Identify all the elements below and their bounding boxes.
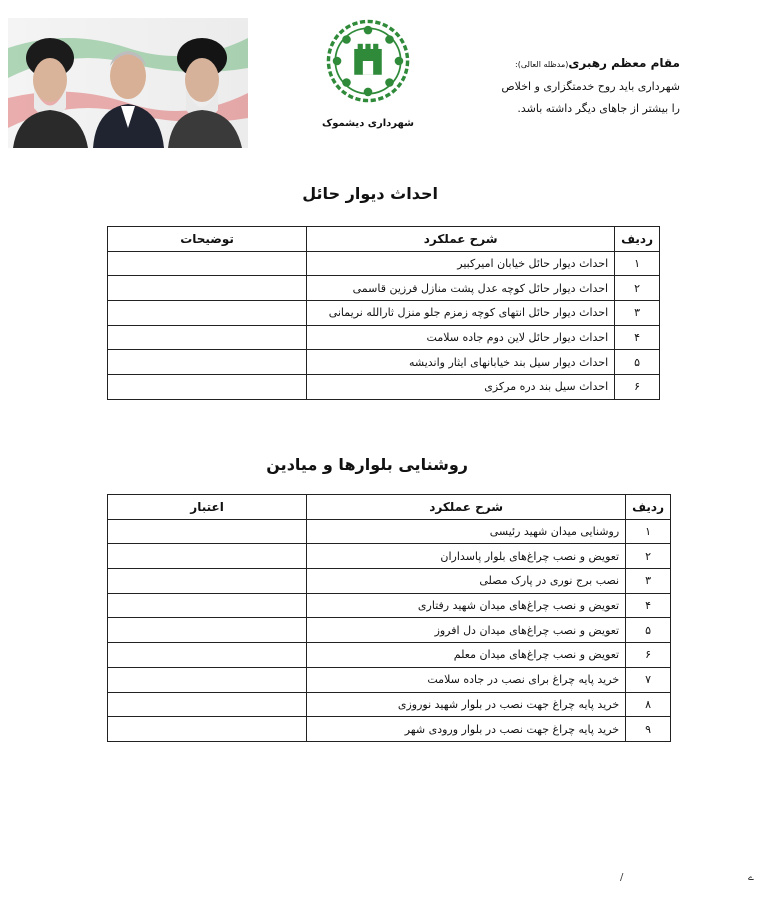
row-index: ۳ [615,301,660,326]
row-credit [108,692,307,717]
table-header-row [108,495,671,520]
row-index: ۱ [615,251,660,276]
section-title-boulevard-lighting: روشنایی بلوارها و میادین [266,455,468,474]
row-note [108,276,307,301]
quote-line-1: شهرداری باید روح خدمتگزاری و اخلاص [501,80,680,93]
row-credit [108,544,307,569]
row-credit [108,519,307,544]
row-description: احداث دیوار حائل لاین دوم جاده سلامت [307,325,615,350]
table-row [108,569,671,594]
row-note [108,350,307,375]
row-note [108,301,307,326]
leaders-portraits-image [8,18,248,148]
footer-mark-right: ے [748,872,754,883]
table-row [108,643,671,668]
row-description: تعویض و نصب چراغ‌های میدان شهید رفتاری [307,593,626,618]
row-index: ۴ [615,325,660,350]
row-description: تعویض و نصب چراغ‌های بلوار پاسداران [307,544,626,569]
row-description: احداث دیوار حائل خیابان امیرکبیر [307,251,615,276]
retaining-walls-table [107,226,660,400]
logo-caption: شهرداری دیشموک [322,118,414,129]
row-credit [108,667,307,692]
header-description: شرح عملکرد [307,227,615,252]
row-description: احداث دیوار حائل کوچه عدل پشت منازل فرزین قاسمی [307,276,615,301]
row-index: ۶ [626,643,671,668]
row-credit [108,569,307,594]
table-row [108,301,660,326]
row-description: احداث دیوار سیل بند خیابانهای ایثار واندیشه [307,350,615,375]
section-title-retaining-walls: احداث دیوار حائل [302,184,438,203]
row-description: احداث دیوار حائل انتهای کوچه زمزم جلو منزل ثارالله نریمانی [307,301,615,326]
quote-title-note: (مدظله العالی): [515,60,569,69]
portraits-illustration [8,18,248,148]
table-row [108,325,660,350]
table-row [108,618,671,643]
row-index: ۷ [626,667,671,692]
boulevard-lighting-table [107,494,671,742]
header-index: ردیف [615,227,660,252]
table-row [108,251,660,276]
quote-line-2: را بیشتر از جاهای دیگر داشته باشد. [517,102,680,115]
table-header-row [108,227,660,252]
row-description: خرید پایه چراغ جهت نصب در بلوار شهید نوروزی [307,692,626,717]
row-index: ۲ [615,276,660,301]
table-row [108,375,660,400]
table-row [108,717,671,742]
row-index: ۱ [626,519,671,544]
table-row [108,276,660,301]
row-note [108,251,307,276]
header-index: ردیف [626,495,671,520]
quote-title-line [420,52,680,76]
row-description: خرید پایه چراغ برای نصب در جاده سلامت [307,667,626,692]
letterhead [0,0,768,160]
table-row [108,667,671,692]
municipality-logo-block [318,14,418,139]
row-index: ۲ [626,544,671,569]
row-description: احداث سیل بند دره مرکزی [307,375,615,400]
row-note [108,375,307,400]
row-note [108,325,307,350]
row-credit [108,593,307,618]
row-description: تعویض و نصب چراغ‌های میدان دل افروز [307,618,626,643]
row-index: ۶ [615,375,660,400]
row-description: روشنایی میدان شهید رئیسی [307,519,626,544]
leader-quote [420,52,680,120]
row-index: ۹ [626,717,671,742]
table-row [108,544,671,569]
quote-title: مقام معظم رهبری [568,56,680,70]
table-row [108,519,671,544]
footer-mark-left: / [620,872,624,883]
row-credit [108,717,307,742]
table-row [108,593,671,618]
row-description: تعویض و نصب چراغ‌های میدان معلم [307,643,626,668]
header-description: شرح عملکرد [307,495,626,520]
row-index: ۵ [615,350,660,375]
row-index: ۴ [626,593,671,618]
table-row [108,692,671,717]
row-index: ۳ [626,569,671,594]
row-credit [108,643,307,668]
row-description: خرید پایه چراغ جهت نصب در بلوار ورودی شهر [307,717,626,742]
row-description: نصب برج نوری در پارک مصلی [307,569,626,594]
municipality-logo [325,18,411,104]
table-row [108,350,660,375]
header-credit: اعتبار [108,495,307,520]
header-notes: توضیحات [108,227,307,252]
row-index: ۸ [626,692,671,717]
row-index: ۵ [626,618,671,643]
row-credit [108,618,307,643]
